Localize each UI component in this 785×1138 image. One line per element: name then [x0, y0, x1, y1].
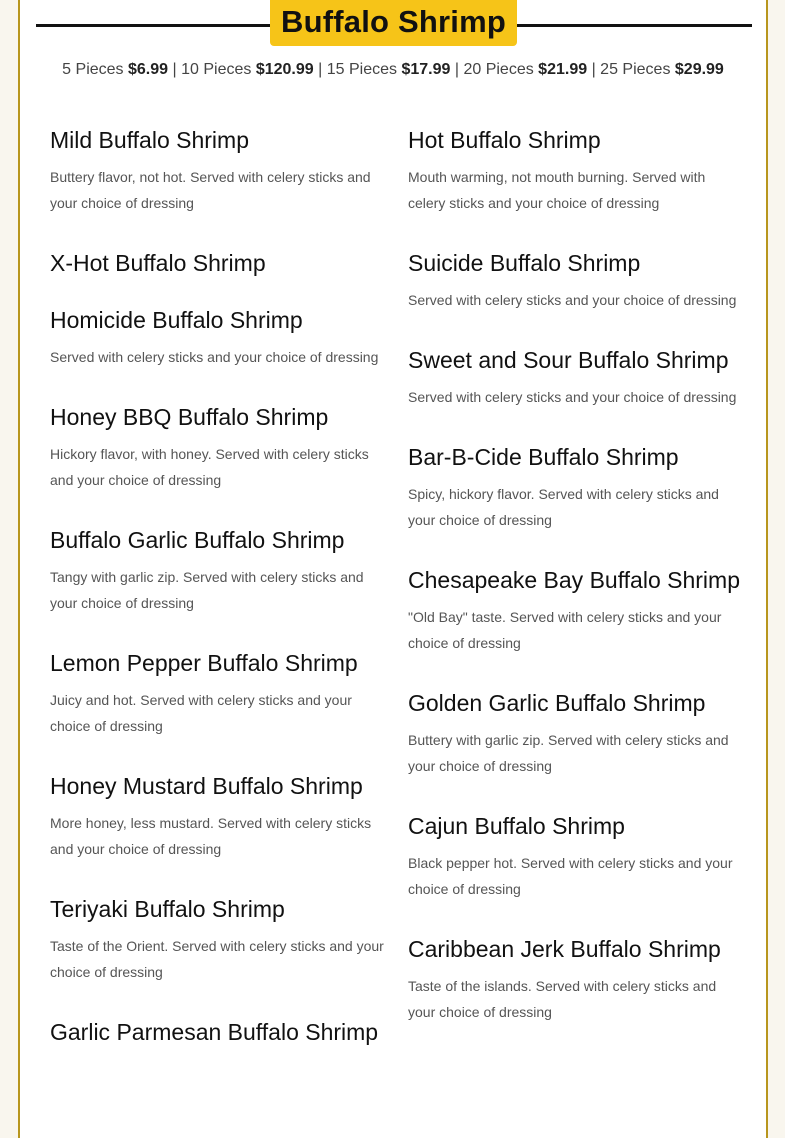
menu-item [50, 1017, 385, 1047]
menu-item-name: Buffalo Garlic Buffalo Shrimp [50, 527, 345, 553]
menu-item-name: Teriyaki Buffalo Shrimp [50, 896, 285, 922]
menu-item [50, 402, 385, 493]
menu-item [50, 248, 385, 278]
price-quantity: 5 Pieces [62, 61, 124, 78]
price-amount: $6.99 [128, 61, 169, 78]
menu-item [408, 934, 740, 1025]
price-separator: | [454, 61, 459, 78]
price-separator: | [591, 61, 596, 78]
menu-item-description: Juicy and hot. Served with celery sticks and your choice of dressing [50, 692, 352, 734]
menu-item-description: Buttery with garlic zip. Served with celery sticks and your choice of dressing [408, 732, 729, 774]
menu-panel [18, 0, 768, 1138]
menu-item-name: Sweet and Sour Buffalo Shrimp [408, 347, 729, 373]
menu-item [50, 305, 385, 370]
menu-item [50, 648, 385, 739]
menu-item-name: Homicide Buffalo Shrimp [50, 307, 303, 333]
menu-item [50, 771, 385, 862]
menu-item-description: Taste of the islands. Served with celery sticks and your choice of dressing [408, 978, 717, 1020]
menu-item-name: Chesapeake Bay Buffalo Shrimp [408, 567, 740, 593]
menu-item [50, 894, 385, 985]
section-title-badge [270, 0, 517, 46]
menu-item [408, 345, 740, 410]
menu-item-name: Bar-B-Cide Buffalo Shrimp [408, 444, 679, 470]
menu-item-name: Golden Garlic Buffalo Shrimp [408, 690, 706, 716]
menu-item-description: More honey, less mustard. Served with celery sticks and your choice of dressing [50, 815, 372, 857]
menu-item-name: Hot Buffalo Shrimp [408, 127, 601, 153]
menu-item-name: Caribbean Jerk Buffalo Shrimp [408, 936, 721, 962]
menu-item-name: Mild Buffalo Shrimp [50, 127, 249, 153]
menu-column-right [408, 125, 740, 1057]
menu-item-description: Taste of the Orient. Served with celery sticks and your choice of dressing [50, 938, 384, 980]
price-quantity: 25 Pieces [600, 61, 671, 78]
menu-item-description: Served with celery sticks and your choice of dressing [408, 389, 737, 405]
menu-item [408, 125, 740, 216]
price-separator: | [318, 61, 323, 78]
menu-item-description: Served with celery sticks and your choice of dressing [50, 349, 379, 365]
menu-item [408, 688, 740, 779]
menu-item-description: Mouth warming, not mouth burning. Served with celery sticks and your choice of dressing [408, 169, 706, 211]
menu-item-name: Honey BBQ Buffalo Shrimp [50, 404, 329, 430]
menu-item-name: Cajun Buffalo Shrimp [408, 813, 625, 839]
price-amount: $17.99 [401, 61, 451, 78]
price-quantity: 20 Pieces [463, 61, 534, 78]
menu-item-description: Spicy, hickory flavor. Served with celery sticks and your choice of dressing [408, 486, 719, 528]
price-amount: $29.99 [674, 61, 724, 78]
menu-item-description: "Old Bay" taste. Served with celery sticks and your choice of dressing [408, 609, 722, 651]
menu-item [408, 442, 740, 533]
price-quantity: 10 Pieces [181, 61, 252, 78]
price-separator: | [172, 61, 177, 78]
menu-item-name: Lemon Pepper Buffalo Shrimp [50, 650, 358, 676]
pricing-line [20, 61, 766, 79]
price-amount: $120.99 [255, 61, 314, 78]
menu-item [408, 811, 740, 902]
menu-item [50, 525, 385, 616]
menu-item-description: Buttery flavor, not hot. Served with celery sticks and your choice of dressing [50, 169, 371, 211]
menu-item-description: Hickory flavor, with honey. Served with celery sticks and your choice of dressing [50, 446, 369, 488]
menu-item-name: X-Hot Buffalo Shrimp [50, 250, 266, 276]
section-title: Buffalo Shrimp [281, 4, 506, 39]
menu-column-left [50, 125, 385, 1074]
menu-item [408, 248, 740, 313]
menu-item [408, 565, 740, 656]
menu-item-description: Served with celery sticks and your choice of dressing [408, 292, 737, 308]
menu-item-description: Black pepper hot. Served with celery sticks and your choice of dressing [408, 855, 733, 897]
menu-item-name: Honey Mustard Buffalo Shrimp [50, 773, 363, 799]
menu-item-description: Tangy with garlic zip. Served with celery sticks and your choice of dressing [50, 569, 364, 611]
menu-item-name: Suicide Buffalo Shrimp [408, 250, 641, 276]
price-amount: $21.99 [538, 61, 588, 78]
menu-item-name: Garlic Parmesan Buffalo Shrimp [50, 1019, 379, 1045]
menu-item [50, 125, 385, 216]
price-quantity: 15 Pieces [326, 61, 397, 78]
